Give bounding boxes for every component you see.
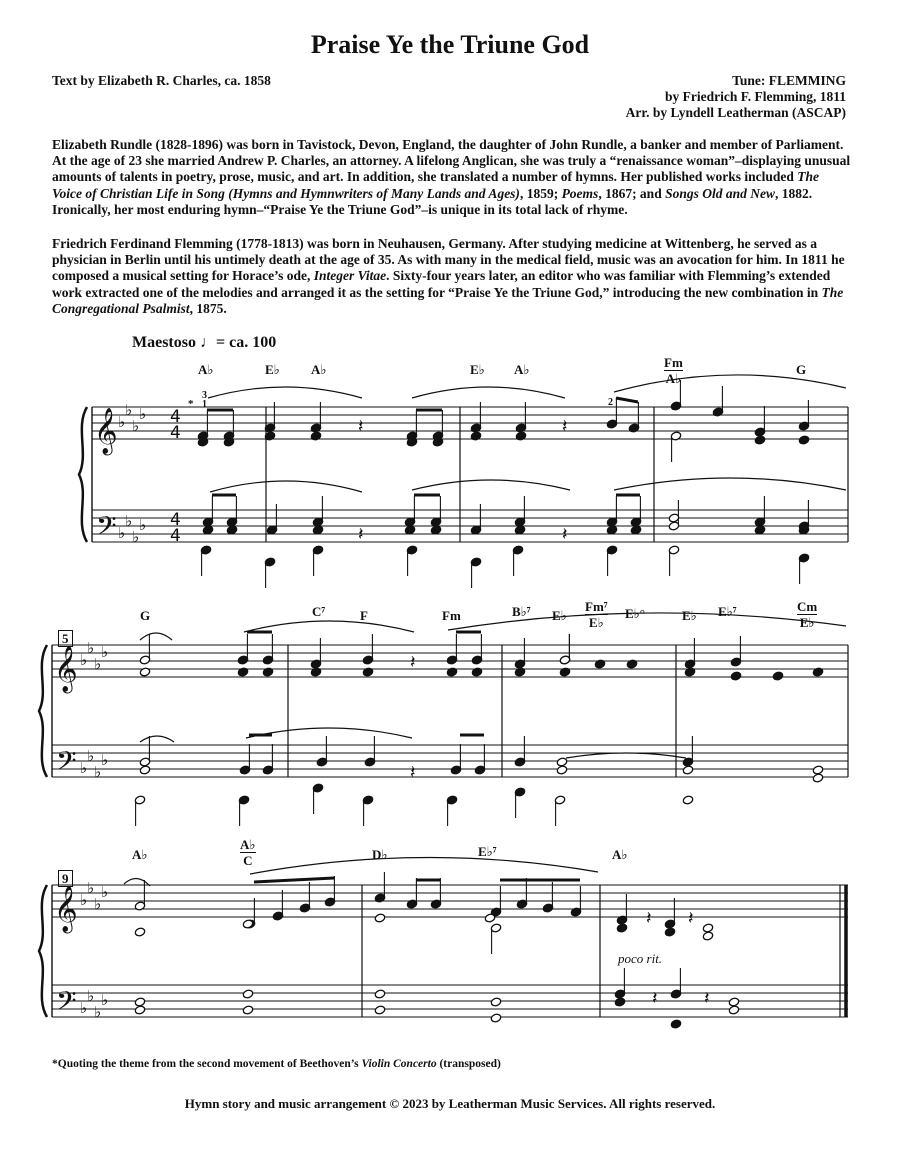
chord-symbol: E♭° <box>625 606 646 621</box>
chord-symbol: A♭ <box>198 362 214 377</box>
key-flat: ♭ <box>94 895 102 913</box>
note-head <box>556 757 567 767</box>
note-head <box>614 997 625 1007</box>
note-head <box>139 667 150 677</box>
note-head <box>728 997 739 1007</box>
bio1-title-voice: The Voice of Christian Life in Song (Hymns and Hymnwriters of Many Lands and Ages) <box>52 169 819 201</box>
note-head <box>134 997 145 1007</box>
grand-staff-brace <box>79 407 87 542</box>
bio2-text-e: , 1875. <box>189 300 227 316</box>
chord-top: A♭ <box>240 837 256 852</box>
note-head <box>798 435 809 445</box>
chord-symbol: A♭ <box>311 362 327 377</box>
key-flat: ♭ <box>139 516 147 534</box>
time-signature-top: 4 <box>170 510 181 530</box>
chord-symbol: G <box>796 362 807 377</box>
tempo-bpm: = ca. 100 <box>215 334 277 351</box>
bass-clef: 𝄢 <box>56 985 77 1023</box>
slur <box>614 375 846 392</box>
chord-symbol: E♭ <box>682 608 697 623</box>
quarter-rest: 𝄽 <box>652 988 658 1009</box>
treble-clef: 𝄞 <box>54 886 78 932</box>
chord-symbol: Fm <box>442 608 461 623</box>
arranger-credit: Arr. by Lyndell Leatherman (ASCAP) <box>625 105 846 120</box>
chord-symbol: A♭ <box>514 362 530 377</box>
note-head <box>670 1019 681 1029</box>
footnote-text-a: *Quoting the theme from the second movement of Beethoven’s <box>52 1058 362 1070</box>
copyright-notice: Hymn story and music arrangement © 2023 by Leatherman Music Services. All rights reserved. <box>184 1096 716 1111</box>
key-flat: ♭ <box>80 759 88 777</box>
key-flat: ♭ <box>94 1003 102 1021</box>
bass-clef: 𝄢 <box>96 510 117 548</box>
chord-symbol: E♭⁷ <box>478 844 497 859</box>
note-head <box>702 931 713 941</box>
quarter-note-icon: ♩ <box>199 334 216 351</box>
key-flat: ♭ <box>125 512 133 530</box>
chord-symbol: C⁷ <box>312 604 326 619</box>
quarter-rest: 𝄽 <box>562 524 568 545</box>
note-head <box>556 765 567 775</box>
quarter-rest: 𝄽 <box>704 988 710 1009</box>
note-head <box>682 765 693 775</box>
chord-bass: E♭ <box>799 615 815 630</box>
quarter-rest: 𝄽 <box>358 416 364 437</box>
chord-top: Fm <box>664 355 683 370</box>
chord-symbol: E♭ <box>552 608 567 623</box>
key-flat: ♭ <box>80 891 88 909</box>
key-flat: ♭ <box>101 751 109 769</box>
key-flat: ♭ <box>101 883 109 901</box>
note-head <box>134 927 145 937</box>
chord-bass: C <box>243 853 253 868</box>
note-head <box>812 667 823 677</box>
beam <box>254 878 334 882</box>
note-head <box>728 1005 739 1015</box>
slur <box>210 481 362 492</box>
note-head <box>812 765 823 775</box>
bass-clef: 𝄢 <box>56 745 77 783</box>
slur <box>448 613 846 630</box>
chord-bass: E♭ <box>588 615 604 630</box>
quarter-rest: 𝄽 <box>358 524 364 545</box>
chord-symbol: A♭ <box>132 847 148 862</box>
slur <box>566 753 686 758</box>
note-head <box>471 667 482 677</box>
key-flat: ♭ <box>87 747 95 765</box>
key-flat: ♭ <box>101 991 109 1009</box>
measure-number: 5 <box>58 630 73 647</box>
key-flat: ♭ <box>118 413 126 431</box>
note-head <box>515 431 526 441</box>
footnote-work-title: Violin Concerto <box>361 1058 437 1070</box>
bio1-title-poems: Poems <box>561 185 599 201</box>
quarter-rest: 𝄽 <box>410 652 416 673</box>
note-head <box>134 1005 145 1015</box>
bio2-text-c: . Sixty-four years later, an editor who was familiar with Flemming’s extended work extracted one of the melodies and arranged it as the setting for “Praise Ye the Triune God,” introducing the new combination in <box>52 268 831 300</box>
note-head <box>626 659 637 669</box>
chord-symbol: D♭ <box>372 847 388 862</box>
key-flat: ♭ <box>87 879 95 897</box>
chord-symbol: E♭ <box>265 362 280 377</box>
slur <box>412 387 565 398</box>
bio1-text-a: Elizabeth Rundle (1828-1896) was born in Tavistock, Devon, England, the daughter of John Rundle, a banker and member of Parliament. At the age of 23 she married Andrew P. Charles, an attorney. A lifelong Anglican, she was truly a “renaissance woman”–displaying unusual amounts of talents in poetry, prose, music, and art. In addition, she translated a number of hymns. Her published works included <box>52 137 851 185</box>
note-head <box>812 773 823 783</box>
note-head <box>374 1005 385 1015</box>
quarter-rest: 𝄽 <box>646 908 652 929</box>
note-head <box>237 667 248 677</box>
key-flat: ♭ <box>101 643 109 661</box>
bio1-title-songs: Songs Old and New <box>665 185 775 201</box>
bio2-title-psalmist: The Congregational Psalmist <box>52 284 844 316</box>
note-head <box>446 667 457 677</box>
slur <box>140 736 174 742</box>
key-flat: ♭ <box>87 639 95 657</box>
note-head <box>702 923 713 933</box>
chord-top: Cm <box>797 599 818 614</box>
quarter-rest: 𝄽 <box>410 762 416 783</box>
note-head <box>754 435 765 445</box>
key-flat: ♭ <box>80 999 88 1017</box>
fingering: 2 <box>608 397 613 408</box>
slur <box>412 480 570 490</box>
footnote-text-c: (transposed) <box>436 1058 501 1070</box>
note-head <box>682 795 693 805</box>
slur <box>250 857 598 874</box>
note-head <box>362 667 373 677</box>
expression-marking: poco rit. <box>618 951 663 966</box>
note-head <box>730 671 741 681</box>
note-head <box>559 667 570 677</box>
key-flat: ♭ <box>125 401 133 419</box>
measure-number: 9 <box>58 870 73 887</box>
treble-clef: 𝄞 <box>94 408 118 454</box>
bio2-text-a: Friedrich Ferdinand Flemming (1778-1813) was born in Neuhausen, Germany. After studying medicine at Wittenberg, he served as a physician in Berlin until his untimely death at the age of 35. As with many in the medical field, music was an avocation for him. In 1811 he composed a musical setting for Horace’s ode, <box>52 236 845 284</box>
slur <box>208 387 362 398</box>
key-flat: ♭ <box>132 417 140 435</box>
note-head <box>242 989 253 999</box>
note-head <box>772 671 783 681</box>
time-signature-bottom: 4 <box>170 526 181 546</box>
treble-clef: 𝄞 <box>54 646 78 692</box>
note-head <box>490 1013 501 1023</box>
chord-bass: A♭ <box>665 371 682 386</box>
time-signature-top: 4 <box>170 407 181 427</box>
tempo-word: Maestoso <box>132 334 196 351</box>
chord-symbol: G <box>140 608 151 623</box>
fingering: 3 1 <box>202 390 207 410</box>
tune-name: Tune: FLEMMING <box>732 73 846 88</box>
note-head <box>262 667 273 677</box>
bio1-text-c: , 1859; <box>519 185 562 201</box>
key-flat: ♭ <box>80 651 88 669</box>
key-flat: ♭ <box>139 405 147 423</box>
time-signature-bottom: 4 <box>170 423 181 443</box>
note-head <box>242 1005 253 1015</box>
chord-symbol: A♭ <box>612 847 628 862</box>
slur <box>140 633 172 640</box>
note-head <box>310 431 321 441</box>
note-head <box>139 765 150 775</box>
slur <box>614 478 846 490</box>
key-flat: ♭ <box>94 655 102 673</box>
key-flat: ♭ <box>118 524 126 542</box>
bio1-text-g: , 1882. Ironically, her most enduring hymn–“Praise Ye the Triune God”–is unique in its total lack of rhyme. <box>52 185 813 217</box>
beam <box>616 398 638 402</box>
chord-symbol: E♭ <box>470 362 485 377</box>
grand-staff-brace <box>39 645 47 777</box>
quarter-rest: 𝄽 <box>562 416 568 437</box>
chord-symbol: E♭⁷ <box>718 604 737 619</box>
grand-staff-brace <box>39 885 47 1017</box>
bio2-title-integer: Integer Vitae <box>313 268 387 284</box>
composer-credit: by Friedrich F. Flemming, 1811 <box>665 89 846 104</box>
note-head <box>374 989 385 999</box>
note-head <box>664 927 675 937</box>
slur <box>244 621 414 632</box>
quarter-rest: 𝄽 <box>688 908 694 929</box>
chord-top: Fm⁷ <box>585 599 608 614</box>
key-flat: ♭ <box>132 528 140 546</box>
note-head <box>374 913 385 923</box>
chord-symbol: B♭⁷ <box>512 604 531 619</box>
chord-symbol: F <box>360 608 368 623</box>
footnote-asterisk: * <box>188 398 194 410</box>
note-head <box>490 997 501 1007</box>
bio1-text-e: , 1867; and <box>598 185 666 201</box>
text-credit: Text by Elizabeth R. Charles, ca. 1858 <box>52 73 271 88</box>
note-head <box>514 667 525 677</box>
note-head <box>616 923 627 933</box>
key-flat: ♭ <box>94 763 102 781</box>
note-head <box>594 659 605 669</box>
page-title: Praise Ye the Triune God <box>310 30 590 59</box>
note-head <box>310 667 321 677</box>
note-head <box>470 431 481 441</box>
note-head <box>684 667 695 677</box>
key-flat: ♭ <box>87 987 95 1005</box>
